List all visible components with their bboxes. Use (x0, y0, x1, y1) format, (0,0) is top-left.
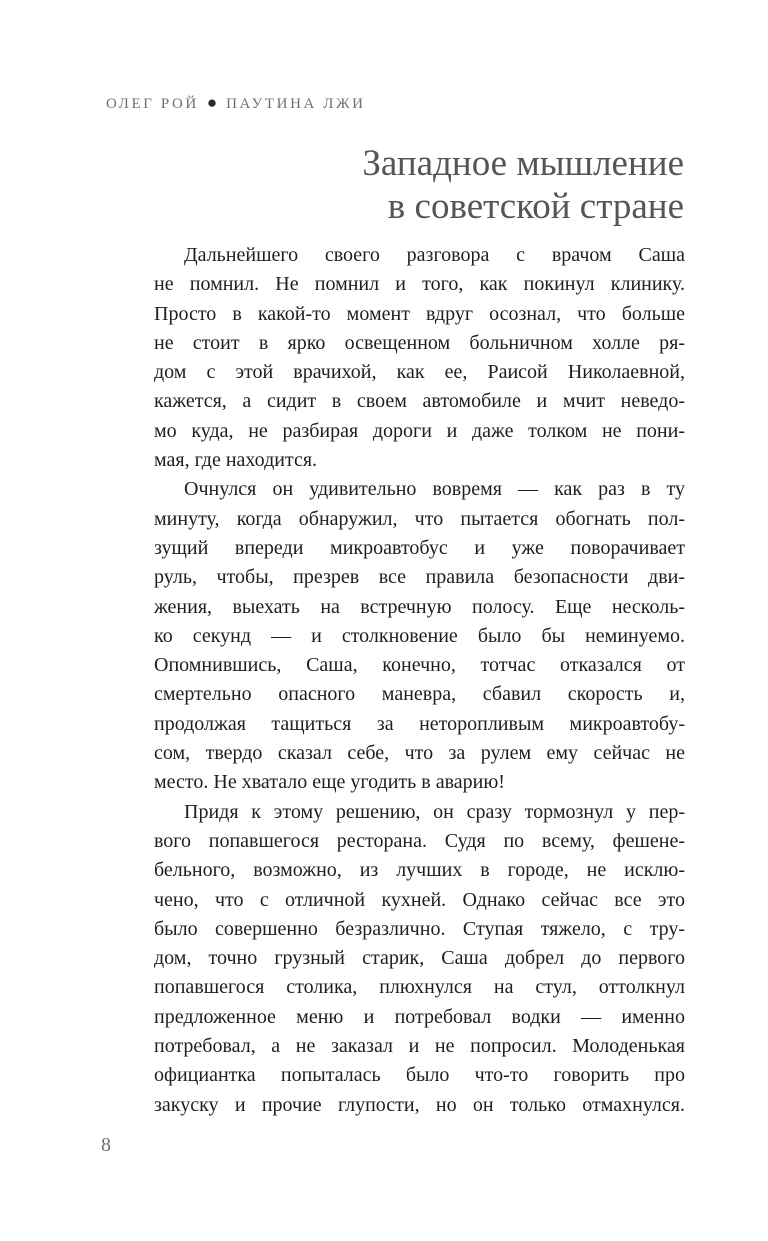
paragraph-3 (154, 798, 685, 1120)
text-line: ко секунд — и столкновение было бы неминуемо. (154, 624, 685, 647)
paragraph-1 (154, 241, 685, 475)
text-line: место. Не хватало еще угодить в аварию! (154, 771, 505, 794)
text-line: минуту, когда обнаружил, что пытается обогнать пол- (154, 507, 685, 530)
running-head-book-title: ПАУТИНА ЛЖИ (226, 96, 366, 112)
text-line: дом, точно грузный старик, Саша добрел до первого (154, 947, 685, 970)
text-line: руль, чтобы, презрев все правила безопасности дви- (154, 566, 685, 589)
text-line: закуску и прочие глупости, но он только отмахнулся. (154, 1093, 685, 1116)
body-text (154, 241, 685, 1120)
text-line: кажется, а сидит в своем автомобиле и мчит неведо- (154, 390, 685, 413)
running-head (106, 93, 366, 113)
text-line: жения, выехать на встречную полосу. Еще несколь- (154, 595, 685, 618)
text-line: предложенное меню и потребовал водки — именно (154, 1005, 685, 1028)
text-line: было совершенно безразлично. Ступая тяжело, с тру- (154, 917, 685, 940)
chapter-title-line-1: Западное мышление (362, 143, 684, 184)
chapter-title (362, 142, 684, 228)
text-line: официантка попыталась было что-то говорить про (154, 1064, 685, 1087)
text-line: не помнил. Не помнил и того, как покинул клинику. (154, 273, 685, 296)
text-line: Дальнейшего своего разговора с врачом Саша (184, 244, 685, 266)
text-line: Придя к этому решению, он сразу тормознул у пер- (184, 800, 685, 823)
text-line: мо куда, не разбирая дороги и даже толком не пони- (154, 419, 685, 442)
text-line: чено, что с отличной кухней. Однако сейчас все это (154, 888, 685, 911)
text-line: Просто в какой-то момент вдруг осознал, что больше (154, 302, 685, 325)
paragraph-2 (154, 475, 685, 797)
text-line: зущий впереди микроавтобус и уже поворачивает (154, 536, 685, 559)
text-line: не стоит в ярко освещенном больничном холле ря- (154, 331, 685, 354)
text-line: продолжая тащиться за неторопливым микроавтобу- (154, 712, 685, 735)
text-line: Опомнившись, Саша, конечно, тотчас отказался от (154, 654, 685, 677)
text-line: мая, где находится. (154, 449, 318, 472)
text-line: сом, твердо сказал себе, что за рулем ему сейчас не (154, 742, 685, 765)
text-line: бельного, возможно, из лучших в городе, не исклю- (154, 859, 685, 882)
chapter-title-line-2: в советской стране (387, 186, 684, 227)
text-line: попавшегося столика, плюхнулся на стул, оттолкнул (154, 976, 685, 999)
text-line: вого попавшегося ресторана. Судя по всему, фешене- (154, 829, 685, 852)
text-line: Очнулся он удивительно вовремя — как раз в ту (184, 478, 685, 501)
running-head-bullet: ● (206, 93, 218, 112)
page-number: 8 (101, 1134, 111, 1156)
text-line: дом с этой врачихой, как ее, Раисой Николаевной, (154, 361, 685, 384)
text-line: смертельно опасного маневра, сбавил скорость и, (154, 683, 685, 706)
text-line: потребовал, а не заказал и не попросил. Молоденькая (154, 1035, 685, 1058)
running-head-author: ОЛЕГ РОЙ (106, 96, 199, 112)
